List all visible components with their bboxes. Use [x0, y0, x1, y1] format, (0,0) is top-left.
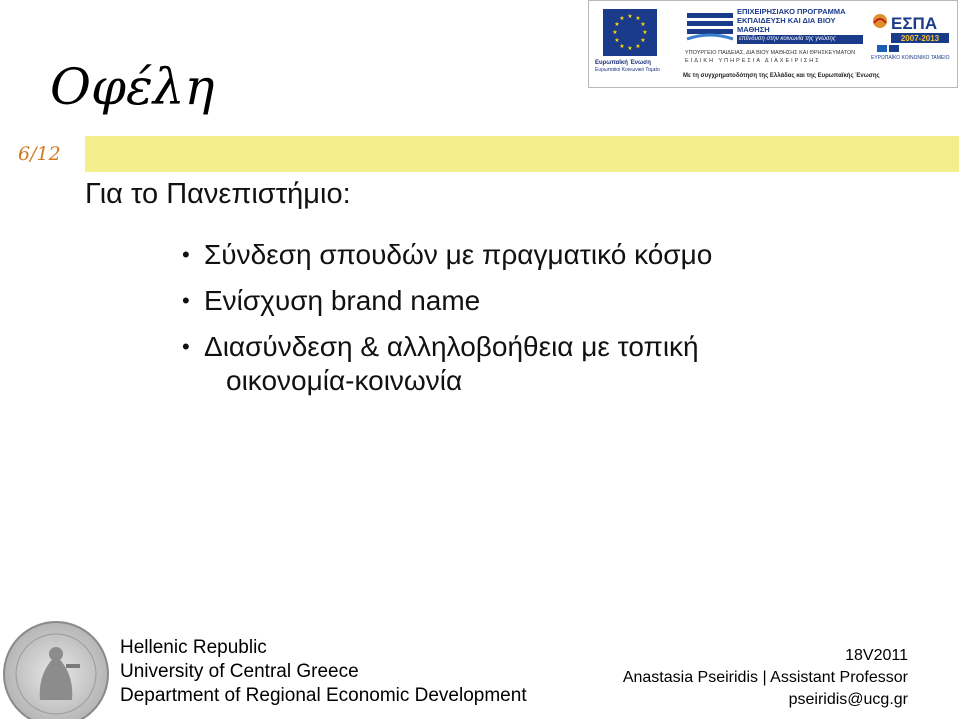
- slide-subtitle: Για το Πανεπιστήμιο:: [85, 178, 351, 210]
- bullet-dot-icon: •: [182, 288, 190, 313]
- bullet-item: [182, 238, 882, 272]
- footer-university: University of Central Greece: [120, 661, 359, 682]
- bullet-list: [182, 238, 882, 410]
- svg-text:★: ★: [612, 29, 618, 36]
- program-slogan: επένδυση στην κοινωνία της γνώσης: [737, 35, 863, 44]
- program-line1: ΕΠΙΧΕΙΡΗΣΙΑΚΟ ΠΡΟΓΡΑΜΜΑ: [737, 7, 846, 16]
- svg-text:★: ★: [627, 45, 633, 52]
- svg-text:★: ★: [614, 37, 620, 44]
- svg-text:★: ★: [619, 43, 625, 50]
- bullet-text: Διασύνδεση & αλληλοβοήθεια με τοπική οικονομία-κοινωνία: [204, 331, 699, 396]
- svg-text:★: ★: [642, 29, 648, 36]
- footer-republic: Hellenic Republic: [120, 637, 267, 658]
- espa-years: 2007-2013: [900, 34, 940, 43]
- svg-text:★: ★: [635, 43, 641, 50]
- footer-author: Anastasia Pseiridis | Assistant Professor: [622, 669, 908, 686]
- agency-name: ΕΙΔΙΚΗ ΥΠΗΡΕΣΙΑ ΔΙΑΧΕΙΡΙΣΗΣ: [685, 58, 821, 64]
- svg-text:★: ★: [635, 15, 641, 22]
- university-seal-icon: [0, 618, 112, 719]
- espa-name: ΕΣΠΑ: [891, 14, 938, 33]
- bullet-item: • Διασύνδεση & αλληλοβοήθεια με τοπική οικονομία-κοινωνία: [182, 331, 699, 396]
- bullet-text: Σύνδεση σπουδών με πραγματικό κόσμο: [204, 239, 713, 270]
- footer-email: pseiridis@ucg.gr: [788, 691, 908, 708]
- espa-caption: ΕΥΡΩΠΑΪΚΟ ΚΟΙΝΩΝΙΚΟ ΤΑΜΕΙΟ: [871, 55, 950, 61]
- slide-title: Οφέλη: [50, 58, 215, 116]
- eu-subtitle: Ευρωπαϊκό Κοινωνικό Ταμείο: [595, 67, 660, 73]
- eu-title: Ευρωπαϊκή Ένωση: [595, 60, 651, 66]
- espa-logo-icon: [871, 9, 951, 59]
- eu-caption: [595, 60, 671, 74]
- svg-text:★: ★: [640, 37, 646, 44]
- institution-info: [120, 636, 527, 708]
- svg-text:★: ★: [614, 21, 620, 28]
- ministry-name: ΥΠΟΥΡΓΕΙΟ ΠΑΙΔΕΙΑΣ, ΔΙΑ ΒΙΟΥ ΜΑΘΗΣΗΣ ΚΑΙ ΘΡΗΣΚΕΥΜΑΤΩΝ: [685, 50, 856, 56]
- education-program-icon: [685, 9, 735, 45]
- svg-text:★: ★: [627, 13, 633, 20]
- bullet-text: Ενίσχυση brand name: [204, 285, 481, 316]
- cofinancing-text: Με τη συγχρηματοδότηση της Ελλάδας και της Ευρωπαϊκής Ένωσης: [683, 73, 880, 79]
- bullet-item: [182, 284, 882, 318]
- funding-logos-banner: [588, 0, 958, 88]
- svg-text:★: ★: [619, 15, 625, 22]
- author-info: [623, 645, 908, 711]
- footer-department: Department of Regional Economic Development: [120, 685, 527, 706]
- program-text: [737, 7, 863, 44]
- svg-text:★: ★: [640, 21, 646, 28]
- accent-bar: [85, 136, 959, 172]
- program-line2: ΕΚΠΑΙΔΕΥΣΗ ΚΑΙ ΔΙΑ ΒΙΟΥ ΜΑΘΗΣΗ: [737, 16, 836, 34]
- footer-date: 18V2011: [845, 647, 908, 664]
- bullet-dot-icon: •: [182, 242, 190, 267]
- eu-flag-icon: [603, 9, 657, 56]
- ministry-text: [685, 49, 865, 65]
- slide-number: 6/12: [18, 143, 61, 165]
